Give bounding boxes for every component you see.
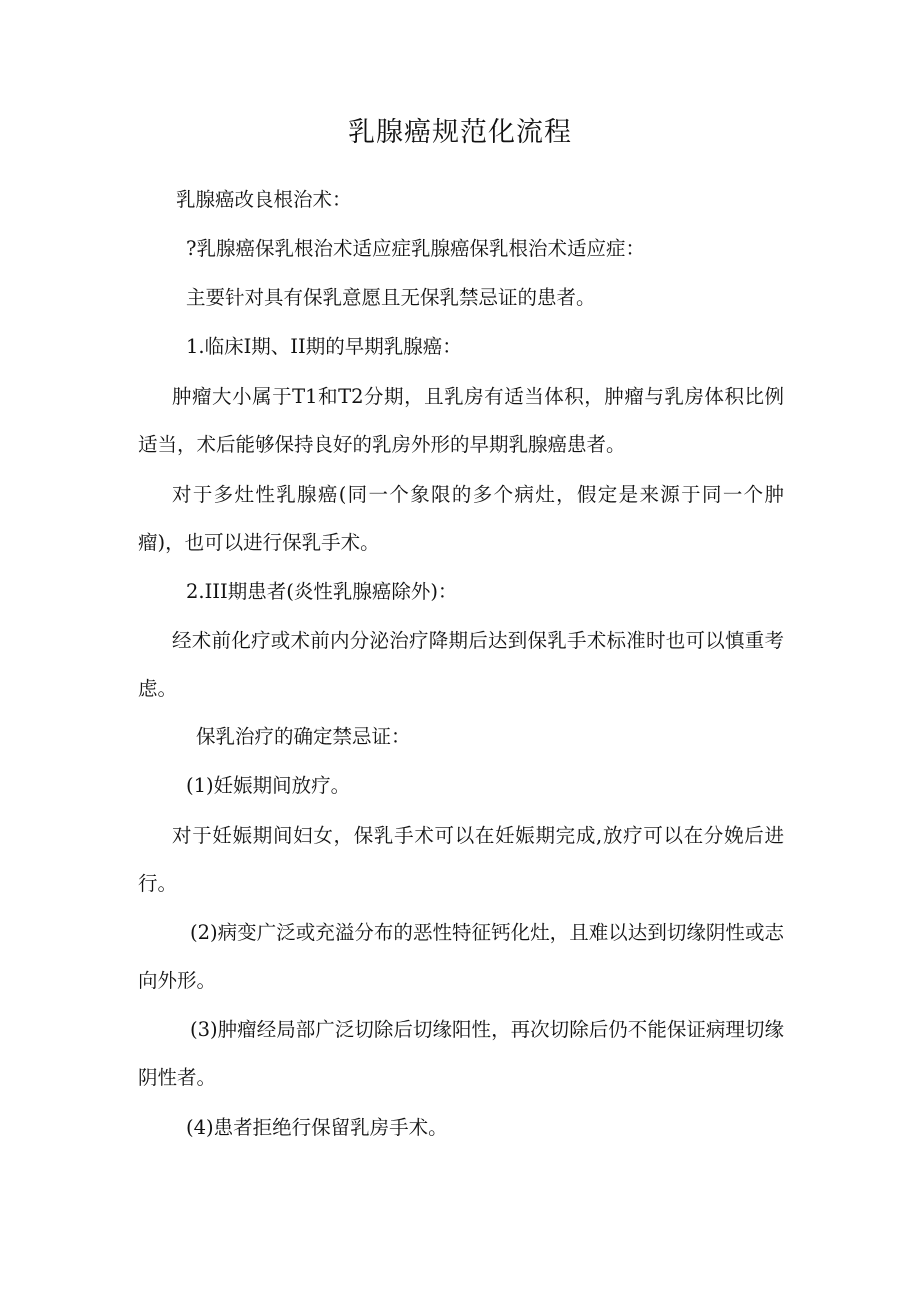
paragraph-stage-1-2-heading: 1.临床I期、II期的早期乳腺癌： — [186, 335, 462, 358]
paragraph-contraindication-2: (2)病变广泛或充溢分布的恶性特征钙化灶，且难以达到切缘阴性或志向外形。 — [138, 921, 784, 992]
paragraph-contraindication-3: (3)肿瘤经局部广泛切除后切缘阳性，再次切除后仍不能保证病理切缘阴性者。 — [138, 1018, 784, 1089]
paragraph-target-patients: 主要针对具有保乳意愿且无保乳禁忌证的患者。 — [186, 286, 596, 309]
paragraph-modified-radical: 乳腺癌改良根治术： — [176, 188, 352, 211]
paragraph-pregnancy-note: 对于妊娠期间妇女，保乳手术可以在妊娠期完成,放疗可以在分娩后进行。 — [138, 824, 784, 895]
paragraph-multifocal: 对于多灶性乳腺癌(同一个象限的多个病灶，假定是来源于同一个肿瘤)，也可以进行保乳手术。 — [138, 483, 784, 554]
paragraph-contraindication-4: (4)患者拒绝行保留乳房手术。 — [186, 1116, 448, 1139]
paragraph-neoadjuvant: 经术前化疗或术前内分泌治疗降期后达到保乳手术标准时也可以慎重考虑。 — [138, 629, 784, 700]
paragraph-stage-3-heading: 2.III期患者(炎性乳腺癌除外)： — [186, 580, 458, 603]
paragraph-bcs-indications-heading: ?乳腺癌保乳根治术适应症乳腺癌保乳根治术适应症： — [186, 237, 645, 260]
document-title: 乳腺癌规范化流程 — [348, 117, 572, 148]
paragraph-contraindications-heading: 保乳治疗的确定禁忌证： — [196, 725, 411, 748]
paragraph-tumor-size: 肿瘤大小属于T1和T2分期，且乳房有适当体积，肿瘤与乳房体积比例适当，术后能够保持良好的乳房外形的早期乳腺癌患者。 — [138, 385, 784, 456]
paragraph-contraindication-1: (1)妊娠期间放疗。 — [186, 774, 351, 797]
